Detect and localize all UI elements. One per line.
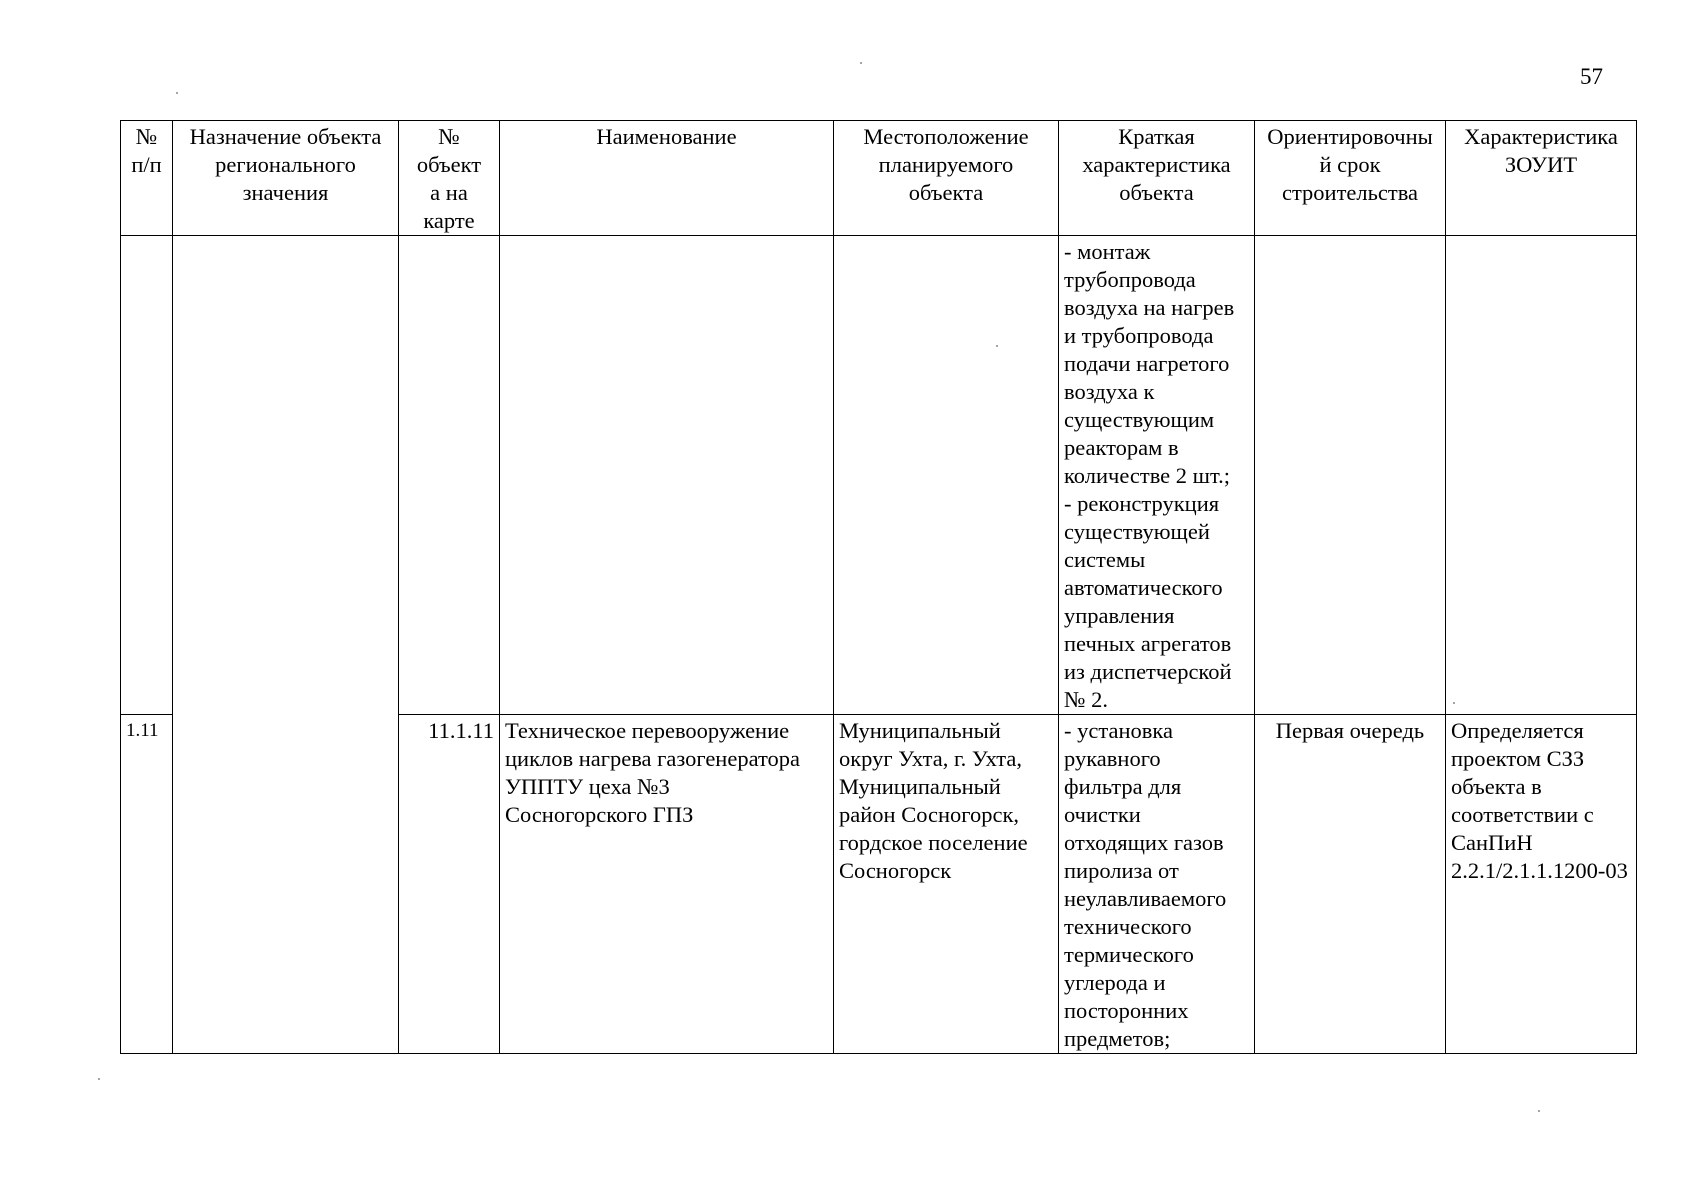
brief-text-line: фильтра для [1064, 774, 1182, 799]
brief-text-line: воздуха к [1064, 379, 1155, 404]
brief-text-line: печных агрегатов [1064, 631, 1232, 656]
scan-speck [860, 62, 862, 64]
brief-text-line: технического [1064, 914, 1192, 939]
cell-zouit [1446, 236, 1637, 715]
cell-location [834, 715, 1059, 1054]
location-text-line: Муниципальный [839, 718, 1001, 743]
name-text-line: циклов нагрева газогенератора [505, 746, 801, 771]
brief-text-line: управления [1064, 603, 1175, 628]
cell-map-number: 11.1.11 [399, 715, 500, 1054]
brief-text-line: существующим [1064, 407, 1215, 432]
brief-text-line: из диспетчерской [1064, 659, 1232, 684]
cell-location [834, 236, 1059, 715]
zouit-text-line: Определяется [1451, 718, 1584, 743]
cell-purpose [173, 236, 399, 1054]
brief-text-line: реакторам в [1064, 435, 1179, 460]
location-text-line: Муниципальный [839, 774, 1001, 799]
zouit-text-line: проектом СЗЗ [1451, 746, 1585, 771]
location-text-line: гордское поселение [839, 830, 1028, 855]
table-header-row [121, 121, 1637, 236]
brief-text-line: очистки [1064, 802, 1141, 827]
header-zouit: Характеристика ЗОУИТ [1446, 121, 1637, 236]
brief-text-line: воздуха на нагрев [1064, 295, 1235, 320]
page-number: 57 [1580, 64, 1603, 89]
cell-name [500, 715, 834, 1054]
brief-text-line: пиролиза от [1064, 858, 1179, 883]
cell-zouit [1446, 715, 1637, 1054]
header-term: Ориентировочны й срок строительства [1255, 121, 1446, 236]
scan-speck [176, 92, 178, 94]
zouit-text-line: соответствии с [1451, 802, 1594, 827]
header-name: Наименование [500, 121, 834, 236]
table-row-continuation [121, 236, 1637, 715]
name-text-line: УППТУ цеха №3 [505, 774, 670, 799]
scan-speck [98, 1078, 100, 1080]
location-text-line: Сосногорск [839, 858, 952, 883]
scan-speck [1453, 702, 1455, 704]
header-purpose: Назначение объекта регионального значения [173, 121, 399, 236]
cell-brief [1059, 236, 1255, 715]
brief-text-line: неулавливаемого [1064, 886, 1227, 911]
planned-objects-table [120, 120, 1637, 1054]
brief-text-line: и трубопровода [1064, 323, 1214, 348]
zouit-text-line: объекта в [1451, 774, 1542, 799]
cell-num: 1.11 [121, 715, 173, 1054]
zouit-text-line: СанПиН [1451, 830, 1533, 855]
scan-speck [1538, 1110, 1540, 1112]
brief-text-line: трубопровода [1064, 267, 1196, 292]
brief-text-line: углерода и [1064, 970, 1166, 995]
brief-text-line: системы [1064, 547, 1146, 572]
brief-text-line: количестве 2 шт.; [1064, 463, 1231, 488]
brief-text-line: № 2. [1064, 687, 1108, 712]
brief-text-line: - реконструкция [1064, 491, 1220, 516]
brief-text-line: подачи нагретого [1064, 351, 1230, 376]
brief-text-line: посторонних [1064, 998, 1189, 1023]
brief-text-line: отходящих газов [1064, 830, 1224, 855]
cell-term: Первая очередь [1255, 715, 1446, 1054]
cell-name [500, 236, 834, 715]
brief-text-line: автоматического [1064, 575, 1223, 600]
header-location: Местоположение планируемого объекта [834, 121, 1059, 236]
name-text-line: Техническое перевооружение [505, 718, 790, 743]
scan-speck [996, 345, 998, 347]
brief-text-line: предметов; [1064, 1026, 1171, 1051]
brief-text-line: существующей [1064, 519, 1210, 544]
cell-term [1255, 236, 1446, 715]
header-brief: Краткая характеристика объекта [1059, 121, 1255, 236]
cell-brief [1059, 715, 1255, 1054]
zouit-text-line: 2.2.1/2.1.1.1200-03 [1451, 858, 1628, 883]
header-map-number: № объект а на карте [399, 121, 500, 236]
header-num: № п/п [121, 121, 173, 236]
brief-text-line: - установка [1064, 718, 1173, 743]
name-text-line: Сосногорского ГПЗ [505, 802, 694, 827]
brief-text-line: термического [1064, 942, 1194, 967]
cell-num [121, 236, 173, 715]
brief-text-line: рукавного [1064, 746, 1161, 771]
location-text-line: район Сосногорск, [839, 802, 1019, 827]
brief-text-line: - монтаж [1064, 239, 1151, 264]
cell-map-number [399, 236, 500, 715]
location-text-line: округ Ухта, г. Ухта, [839, 746, 1022, 771]
